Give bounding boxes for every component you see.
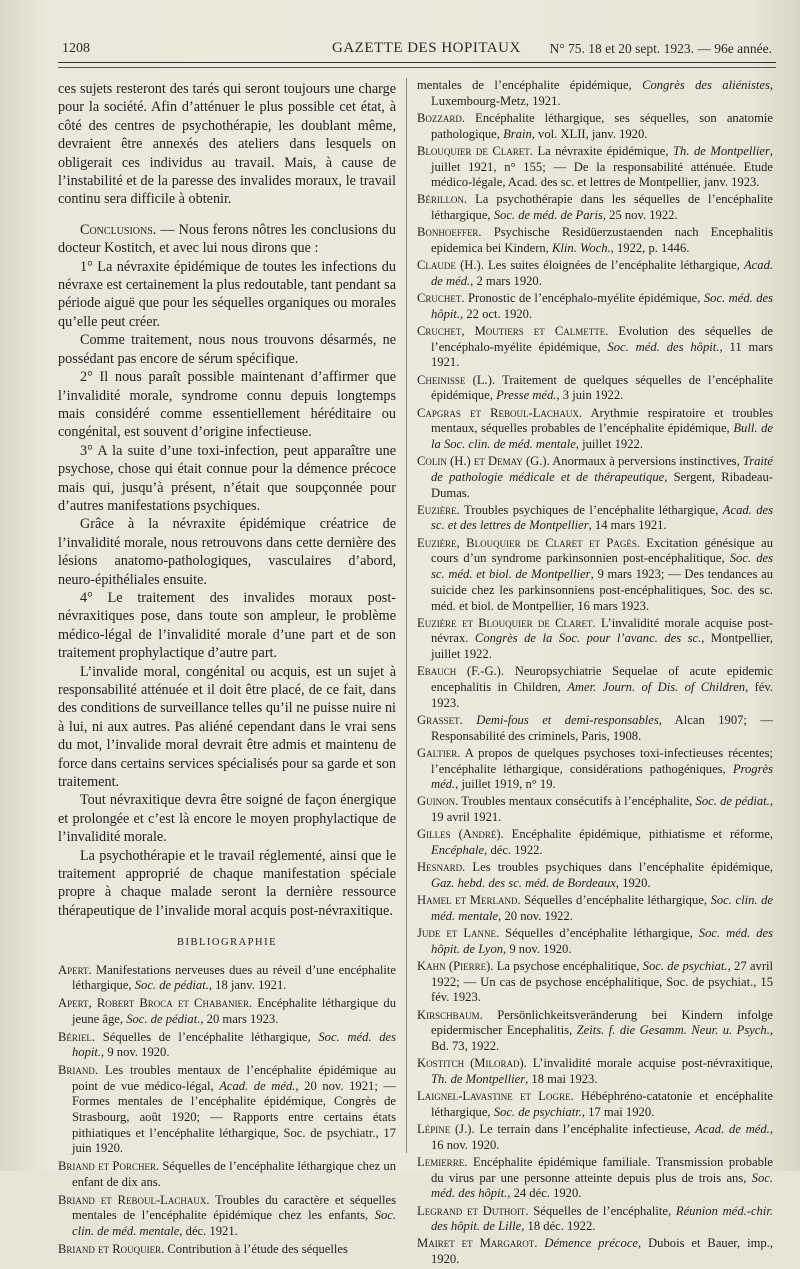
- reference-text: Manifestations nerveuses dues au réveil d’une encéphalite léthargique,: [72, 962, 396, 993]
- reference-text: Pronostic de l’encéphalo-myélite épidémique,: [464, 291, 704, 306]
- reference-author: Briand et Reboul-Lachaux.: [58, 1192, 210, 1207]
- reference-text: Les troubles mentaux de l’encéphalite épidémique au point de vue médico-légal,: [72, 1062, 396, 1093]
- bibliography-entry: [417, 1089, 773, 1120]
- reference-tail: , 20 nov. 1922.: [498, 908, 573, 923]
- conclusions-paragraph: [58, 221, 396, 258]
- conclusion-point: L’invalide moral, congénital ou acquis, est un sujet à responsabilité atténuée et il doit être placé, de ce fait, dans des conditions de surveillance telles qu’il ne puisse nuire ni à lui, ni aux autres. Pas aliéné cependant dans le vrai sens du mot, l’invalide moral devrait être admis et maintenu de force dans certains services spécialisés pour sa garde et son traitement.: [58, 663, 396, 791]
- reference-tail: , juillet 1919, n° 19.: [455, 777, 556, 792]
- bibliography-entry: [417, 1236, 773, 1267]
- reference-tail: , Luxembourg-Metz, 1921.: [431, 78, 773, 108]
- conclusion-point: 1° La névraxite épidémique de toutes les infections du névraxe est certainement la plus redoutable, tant pendant sa période aiguë que pour les séquelles organiques ou morales qu’elle peut créer.: [58, 258, 396, 330]
- reference-tail: , Dubois et Bauer, imp., 1920.: [431, 1236, 773, 1267]
- bibliography-entry: [417, 192, 773, 223]
- bibliography-entry: [417, 1204, 773, 1235]
- reference-text: Encéphalite épidémique familiale. Transmission probable du virus par une personne atteinte depuis plus de trois ans,: [431, 1154, 773, 1185]
- reference-text: Troubles mentaux consécutifs à l’encéphalite,: [458, 794, 696, 809]
- reference-source: Acad. de méd.: [219, 1078, 296, 1093]
- column-divider: [406, 78, 407, 1153]
- reference-source: Soc. de pédiat.: [126, 1011, 201, 1026]
- reference-author: Apert.: [58, 962, 92, 977]
- conclusion-point: Tout névraxitique devra être soigné de façon énergique et prolongée et c’est là encore le moyen prophylactique de l’invalidité morale.: [58, 792, 396, 846]
- reference-source: Soc. méd. des hopit.: [72, 1029, 397, 1060]
- reference-source: Soc. clin. de méd. mentale: [72, 1208, 396, 1238]
- reference-author: Bonhoeffer.: [417, 225, 482, 240]
- bibliography-entry: [58, 1242, 396, 1258]
- reference-tail: , juillet 1921, n° 155; — De la responsabilité atténuée. Etude médico-légale, Acad. des sc. et lettres de Montpellier, janv. 1923.: [431, 143, 773, 190]
- reference-source: Soc. de psychiat.: [642, 958, 728, 973]
- reference-text: L’invalidité morale acquise post-névraxitique,: [526, 1056, 773, 1071]
- reference-source: Zeits. f. die Gesamm. Neur. u. Psych.: [576, 1023, 770, 1038]
- reference-source: Soc. clin. de méd. mentale: [431, 893, 773, 923]
- reference-tail: , vol. XLII, janv. 1920.: [531, 126, 648, 141]
- bibliography-entry: [417, 616, 773, 663]
- reference-tail: , 1922, p. 1446.: [610, 241, 690, 256]
- reference-author: Jude et Lanne.: [417, 926, 500, 941]
- reference-author: Lemierre.: [417, 1154, 468, 1169]
- reference-author: Bériel.: [58, 1029, 96, 1044]
- reference-tail: , 9 nov. 1920.: [503, 941, 572, 956]
- bibliography-entry: [417, 503, 773, 534]
- bibliography-entry: [417, 536, 773, 615]
- bibliography-entry: [417, 406, 773, 453]
- conclusion-point: Grâce à la névraxite épidémique créatrice de l’invalidité morale, nous retrouvons dans cette dernière des lésions anatomo-pathologiques, vasculaires d’abord, neuro-épithéliales ensuite.: [58, 516, 396, 588]
- reference-text: mentales de l’encéphalite épidémique,: [417, 78, 643, 92]
- header-rule: [58, 62, 776, 63]
- bibliography-entry: [417, 144, 773, 191]
- reference-author: Bozzard.: [417, 110, 466, 125]
- reference-text: La névraxite épidémique,: [532, 143, 674, 158]
- reference-author: Kahn (Pierre).: [417, 958, 494, 973]
- bibliography-entry: [58, 1159, 396, 1190]
- reference-author: Colin (H.) et Demay (G.).: [417, 454, 550, 469]
- bibliography-entry: [417, 258, 773, 289]
- reference-text: Hébéphréno-catatonie et encéphalite léthargique,: [431, 1089, 773, 1119]
- reference-text: Excitation génésique au cours d’un syndrome parkinsonnien post-encéphalitique,: [431, 535, 773, 566]
- reference-source: Th. de Montpellier: [673, 143, 770, 158]
- bibliography-entry: [417, 1122, 773, 1153]
- reference-source: Soc. méd. des hôpit. de Lyon: [431, 926, 774, 956]
- reference-text: Encéphalite épidémique, pithiatisme et réforme,: [503, 827, 773, 842]
- reference-text: Anormaux à perversions instinctives,: [549, 454, 743, 469]
- page-number: 1208: [62, 41, 90, 56]
- reference-text: Arythmie respiratoire et troubles mentaux, séquelles probables de l’encéphalite épidémique,: [431, 405, 774, 436]
- reference-source: Bull. de la Soc. clin. de méd. mentale: [431, 421, 773, 451]
- reference-source: Soc. des sc. méd. et biol. de Montpellier: [431, 551, 773, 582]
- reference-author: Euzière, Blouquier de Claret et Pagès.: [417, 535, 640, 550]
- reference-tail: , 16 nov. 1920.: [431, 1122, 773, 1152]
- bibliography-entry: [417, 1056, 773, 1087]
- bibliography-entry: [417, 225, 773, 256]
- reference-source: Soc. de pédiat.: [134, 978, 209, 993]
- right-column: [417, 78, 773, 1269]
- reference-author: Mairet et Margarot.: [417, 1236, 538, 1251]
- bibliography-entry: [58, 1030, 396, 1061]
- journal-title: GAZETTE DES HOPITAUX: [332, 40, 521, 56]
- reference-tail: , 3 juin 1922.: [556, 388, 624, 403]
- bibliography-entry: [417, 324, 773, 371]
- bibliography-entry: [58, 963, 396, 994]
- reference-tail: , 18 déc. 1922.: [521, 1219, 596, 1234]
- reference-source: Encéphale: [431, 843, 485, 858]
- reference-author: Lépine (J.).: [417, 1122, 475, 1136]
- bibliography-entry: [417, 1155, 773, 1202]
- bibliography-entry: [417, 746, 773, 793]
- bibliography-entry: [417, 827, 773, 858]
- bibliography-entry: [417, 1008, 773, 1055]
- reference-tail: , 11 mars 1921.: [431, 339, 774, 370]
- reference-source: Démence précoce: [544, 1236, 638, 1251]
- reference-source: Soc. méd. des hôpit.: [607, 339, 720, 354]
- reference-tail: , juillet 1922.: [575, 436, 643, 451]
- bibliography-entry: [417, 373, 773, 404]
- reference-author: Cruchet, Moutiers et Calmette.: [417, 324, 609, 339]
- reference-source: Acad. des sc. et des lettres de Montpellier: [431, 502, 773, 533]
- conclusion-point: Comme traitement, nous nous trouvons désarmés, ne possédant pas encore de sérum spécifique.: [58, 332, 396, 367]
- conclusion-point: 3° A la suite d’une toxi-infection, peut apparaître une psychose, chose qui était connue pour la démence précoce mais qui, jusqu’à présent, n’était que soupçonnée pour d’autres manifestations psychiques.: [58, 442, 396, 514]
- reference-tail: , 20 mars 1923.: [200, 1011, 279, 1026]
- reference-text: A propos de quelques psychoses toxi-infectieuses récentes; l’encéphalite léthargique, considérations pathogéniques,: [431, 745, 773, 776]
- left-column: [58, 80, 396, 1259]
- bibliography-entry: [417, 959, 773, 1006]
- reference-author: Briand.: [58, 1062, 99, 1077]
- body-paragraph: ces sujets resteront des tarés qui seront toujours une charge pour la société. Afin d’atténuer le plus possible cet état, à côté des centres de psychothérapie, les doublant même, devraient être annexés des ateliers dans lesquels on obligerait ces individus au travail. Mais, à cause de l’instabilité et de la paresse des invalides moraux, le travail continu sera difficile à obtenir.: [58, 81, 396, 208]
- reference-text: Séquelles d’encéphalite léthargique,: [499, 926, 699, 941]
- reference-author: Blouquier de Claret.: [417, 143, 533, 158]
- reference-text: Troubles psychiques de l’encéphalite léthargique,: [459, 502, 723, 517]
- conclusions-text: — Nous ferons nôtres les conclusions du docteur Kostitch, et avec lui nous dirons que :: [58, 221, 396, 257]
- bibliography-entry: [417, 794, 773, 825]
- reference-tail: , 14 mars 1921.: [588, 518, 667, 533]
- reference-text: L’invalidité morale acquise post-névrax.: [431, 615, 773, 646]
- reference-source: Presse méd.: [496, 388, 557, 403]
- reference-text: La psychose encéphalitique,: [493, 958, 643, 973]
- reference-source: Progrès méd.: [431, 761, 773, 792]
- reference-text: Troubles du caractère et séquelles mentales de l’encéphalite épidémique chez les enfants,: [72, 1192, 397, 1223]
- bibliography-entry: [417, 111, 773, 142]
- bibliography-entry: [58, 1193, 396, 1240]
- reference-author: Galtier.: [417, 745, 461, 760]
- reference-source: Congrès de la Soc. pour l’avanc. des sc.: [474, 631, 702, 646]
- reference-tail: , 24 déc. 1920.: [507, 1186, 582, 1201]
- reference-tail: , 20 nov. 1921; — Formes mentales de l’encéphalite épidémique, Congrès de Strasbourg, août 1920; — Rapports entre certains états pithiatiques et l’encéphalite léthargique, Soc. de psychiatr., 17 juin 1920.: [72, 1078, 396, 1156]
- reference-text: Encéphalite léthargique du jeune âge,: [72, 996, 397, 1026]
- reference-author: Kirschbaum.: [417, 1007, 483, 1022]
- reference-author: Claude (H.).: [417, 258, 484, 273]
- reference-text: La psychothérapie dans les séquelles de l’encéphalite léthargique,: [431, 192, 773, 223]
- reference-text: Traitement de quelques séquelles de l’encéphalite épidémique,: [431, 372, 773, 403]
- reference-author: Cruchet.: [417, 291, 465, 306]
- bibliography-heading: BIBLIOGRAPHIE: [177, 937, 277, 949]
- reference-tail: , Bd. 73, 1922.: [431, 1023, 774, 1053]
- reference-source: Demi-fous et demi-responsables: [476, 712, 659, 727]
- reference-author: Hesnard.: [417, 860, 466, 875]
- conclusion-point: 2° Il nous paraît possible maintenant d’affirmer que l’invalidité morale, syndrome connu depuis longtemps mais considéré comme essentiellement héréditaire ou congénital, est souvent d’origine infectieuse.: [58, 369, 396, 441]
- reference-text: Encéphalite léthargique, ses séquelles, son anatomie pathologique,: [431, 110, 773, 141]
- reference-tail: , Sergent, Ribadeau-Dumas.: [431, 469, 773, 500]
- reference-text: Séquelles de l’encéphalite léthargique chez un enfant de dix ans.: [72, 1159, 396, 1189]
- reference-source: Acad. de méd.: [431, 258, 774, 288]
- reference-source: Soc. de pédiat.: [695, 794, 770, 809]
- reference-author: Euzière.: [417, 502, 460, 517]
- bibliography-entry: [58, 996, 396, 1027]
- bibliography-entry: [58, 1063, 396, 1157]
- reference-author: Guinon.: [417, 794, 459, 809]
- reference-source: Soc. de psychiatr.: [493, 1104, 582, 1119]
- reference-text: Psychische Residüerzustaenden nach Encephalitis epidemica bei Kindern,: [431, 225, 773, 256]
- reference-text: Séquelles d’encéphalite léthargique,: [520, 893, 711, 908]
- reference-tail: , 2 mars 1920.: [470, 273, 542, 288]
- reference-source: Soc. de méd. de Paris: [493, 208, 603, 223]
- reference-tail: , 27 avril 1922; — Un cas de psychose encéphalitique, Soc. de psychiat., 15 fév. 1923.: [431, 958, 774, 1005]
- conclusion-points: [58, 258, 396, 921]
- reference-text: Séquelles de l’encéphalite,: [528, 1203, 676, 1218]
- bibliography-entry: [417, 893, 773, 924]
- reference-text: Evolution des séquelles de l’encéphalo-myélite épidémique,: [431, 324, 773, 354]
- reference-tail: , Montpellier, juillet 1922.: [431, 631, 773, 662]
- bibliography-entry: [417, 713, 773, 744]
- reference-author: Cheinisse (L.).: [417, 372, 496, 387]
- reference-tail: , 25 nov. 1922.: [602, 208, 678, 223]
- reference-author: Gilles (André).: [417, 827, 504, 842]
- reference-tail: , déc. 1922.: [484, 843, 543, 858]
- conclusions-label: Conclusions.: [80, 221, 157, 238]
- bibliography-entry: [417, 664, 773, 711]
- bibliography-list-right: [417, 78, 773, 1268]
- reference-author: Kostitch (Milorad).: [417, 1056, 527, 1071]
- bibliography-entry: [417, 926, 773, 957]
- reference-tail: , 9 mars 1923; — Des tendances au suicide chez les parkinsonniens post-encéphalitiques, Soc. des sc. méd. et biol. de Montpellier, 16 mars 1923.: [431, 567, 773, 613]
- reference-author: Briand et Porcher.: [58, 1159, 160, 1174]
- reference-author: Ebauch (F.-G.).: [417, 664, 505, 679]
- reference-source: Réunion méd.-chir. des hôpit. de Lille: [431, 1203, 773, 1234]
- reference-source: Soc. méd. des hôpit.: [431, 1170, 773, 1201]
- reference-tail: , 1920.: [615, 875, 651, 890]
- reference-author: Capgras et Reboul-Lachaux.: [417, 405, 583, 420]
- header-rule-thin: [58, 67, 776, 68]
- reference-tail: , 19 avril 1921.: [431, 794, 773, 825]
- reference-tail: , 18 janv. 1921.: [208, 978, 287, 993]
- reference-text: Les suites éloignées de l’encéphalite léthargique,: [483, 258, 744, 273]
- reference-text: [463, 713, 476, 727]
- reference-text: Persönlichkeitsveränderung bei Kindern infolge epidermischer Encephalitis,: [431, 1007, 773, 1038]
- running-header: [58, 38, 778, 60]
- reference-tail: , 17 mai 1920.: [581, 1104, 655, 1119]
- reference-author: Legrand et Duthoit.: [417, 1203, 529, 1218]
- issue-info: N° 75. 18 et 20 sept. 1923. — 96e année.: [549, 41, 772, 56]
- reference-tail: , déc. 1921.: [179, 1223, 238, 1238]
- reference-author: Grasset.: [417, 712, 463, 727]
- reference-tail: , Alcan 1907; — Responsabilité des criminels, Paris, 1908.: [431, 712, 773, 743]
- reference-tail: , 22 oct. 1920.: [460, 306, 533, 321]
- reference-tail: , fév. 1923.: [431, 680, 773, 710]
- conclusion-point: La psychothérapie et le travail réglementé, ainsi que le traitement approprié de chaque manifestation spéciale propre à chaque malade seront la dernière ressource thérapeutique de l’invalide moral acquis post-névraxitique.: [58, 847, 396, 919]
- reference-source: Klin. Woch.: [552, 241, 611, 256]
- reference-text: Le terrain dans l’encéphalite infectieuse,: [474, 1122, 696, 1136]
- reference-text: Séquelles de l’encéphalite léthargique,: [95, 1029, 319, 1044]
- reference-source: Th. de Montpellier: [431, 1071, 526, 1086]
- reference-author: Laignel-Lavastine et Logre.: [417, 1089, 574, 1104]
- reference-author: Euzière et Blouquier de Claret.: [417, 615, 596, 630]
- bibliography-entry: [417, 860, 773, 891]
- reference-text: Neuropsychiatrie Sequelae of acute epidemic encephalitis in Children,: [431, 664, 773, 695]
- reference-author: Hamel et Merland.: [417, 893, 521, 908]
- reference-tail: , 18 mai 1923.: [525, 1071, 598, 1086]
- reference-text: Contribution à l’étude des séquelles: [164, 1241, 348, 1256]
- bibliography-entry: [417, 291, 773, 322]
- reference-text: Les troubles psychiques dans l’encéphalite épidémique,: [465, 860, 773, 875]
- reference-author: Bérillon.: [417, 192, 468, 207]
- reference-author: Briand et Rouquier.: [58, 1241, 165, 1256]
- reference-source: Acad. de méd.: [695, 1122, 770, 1136]
- bibliography-list-left: [58, 963, 396, 1258]
- reference-tail: , 9 nov. 1920.: [101, 1045, 170, 1060]
- reference-author: Apert, Robert Broca et Chabanier.: [58, 996, 253, 1011]
- reference-source: Traité de pathologie médicale et de thérapeutique: [431, 454, 773, 484]
- reference-source: Brain: [503, 126, 532, 141]
- reference-source: Amer. Journ. of Dis. of Children: [567, 680, 746, 695]
- bibliography-entry: [417, 454, 773, 501]
- reference-source: Gaz. hebd. des sc. méd. de Bordeaux: [431, 875, 616, 890]
- reference-source: Soc. méd. des hôpit.: [431, 291, 773, 321]
- bibliography-entry: [417, 78, 773, 109]
- conclusion-point: 4° Le traitement des invalides moraux post-névraxitiques pose, dans toute son ampleur, le problème médico-légal de l’invalidité morale d’une part et de son traitement prophylactique d’autre part.: [58, 589, 396, 662]
- reference-source: Congrès des aliénistes: [642, 78, 770, 92]
